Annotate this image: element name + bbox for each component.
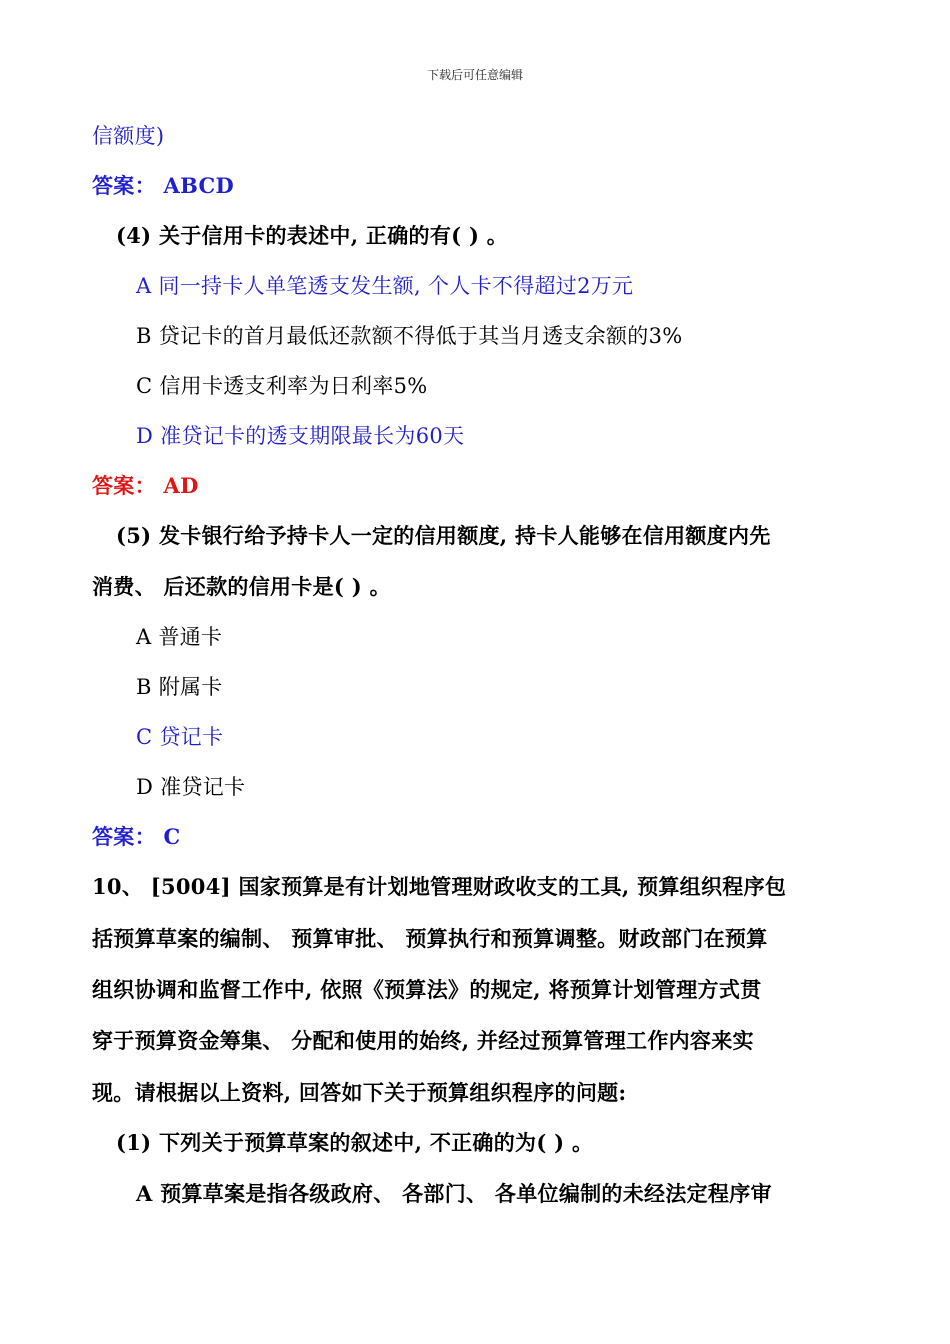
answer-line: 答案： ABCD	[92, 173, 235, 198]
answer-line: 答案： AD	[92, 473, 199, 498]
paragraph-line: 穿于预算资金筹集、 分配和使用的始终, 并经过预算管理工作内容来实	[92, 1028, 754, 1053]
option-b: B 附属卡	[136, 675, 223, 699]
option-d: D 准贷记卡的透支期限最长为60天	[136, 424, 465, 448]
paragraph-line: 括预算草案的编制、 预算审批、 预算执行和预算调整。财政部门在预算	[92, 926, 768, 951]
paragraph-line: 组织协调和监督工作中, 依照《预算法》的规定, 将预算计划管理方式贯	[92, 977, 762, 1002]
option-a: A 同一持卡人单笔透支发生额, 个人卡不得超过2万元	[136, 274, 634, 298]
option-c: C 贷记卡	[136, 725, 224, 749]
page-header: 下载后可任意编辑	[426, 68, 523, 82]
option-a: A 预算草案是指各级政府、 各部门、 各单位编制的未经法定程序审	[136, 1181, 772, 1206]
question-4: (4) 关于信用卡的表述中, 正确的有( ) 。	[116, 223, 509, 248]
question-5-continued: 消费、 后还款的信用卡是( ) 。	[92, 574, 391, 599]
answer-line: 答案： C	[92, 824, 181, 849]
paragraph-line: 10、 [5004] 国家预算是有计划地管理财政收支的工具, 预算组织程序包	[92, 874, 787, 899]
option-d: D 准贷记卡	[136, 775, 246, 799]
option-c: C 信用卡透支利率为日利率5%	[136, 374, 428, 398]
option-b: B 贷记卡的首月最低还款额不得低于其当月透支余额的3%	[136, 324, 683, 348]
paragraph-line: 现。请根据以上资料, 回答如下关于预算组织程序的问题:	[92, 1080, 627, 1105]
option-a: A 普通卡	[136, 625, 223, 649]
question-5: (5) 发卡银行给予持卡人一定的信用额度, 持卡人能够在信用额度内先	[116, 523, 771, 548]
text-line-continuation: 信额度)	[92, 124, 165, 148]
question-1: (1) 下列关于预算草案的叙述中, 不正确的为( ) 。	[116, 1130, 594, 1155]
